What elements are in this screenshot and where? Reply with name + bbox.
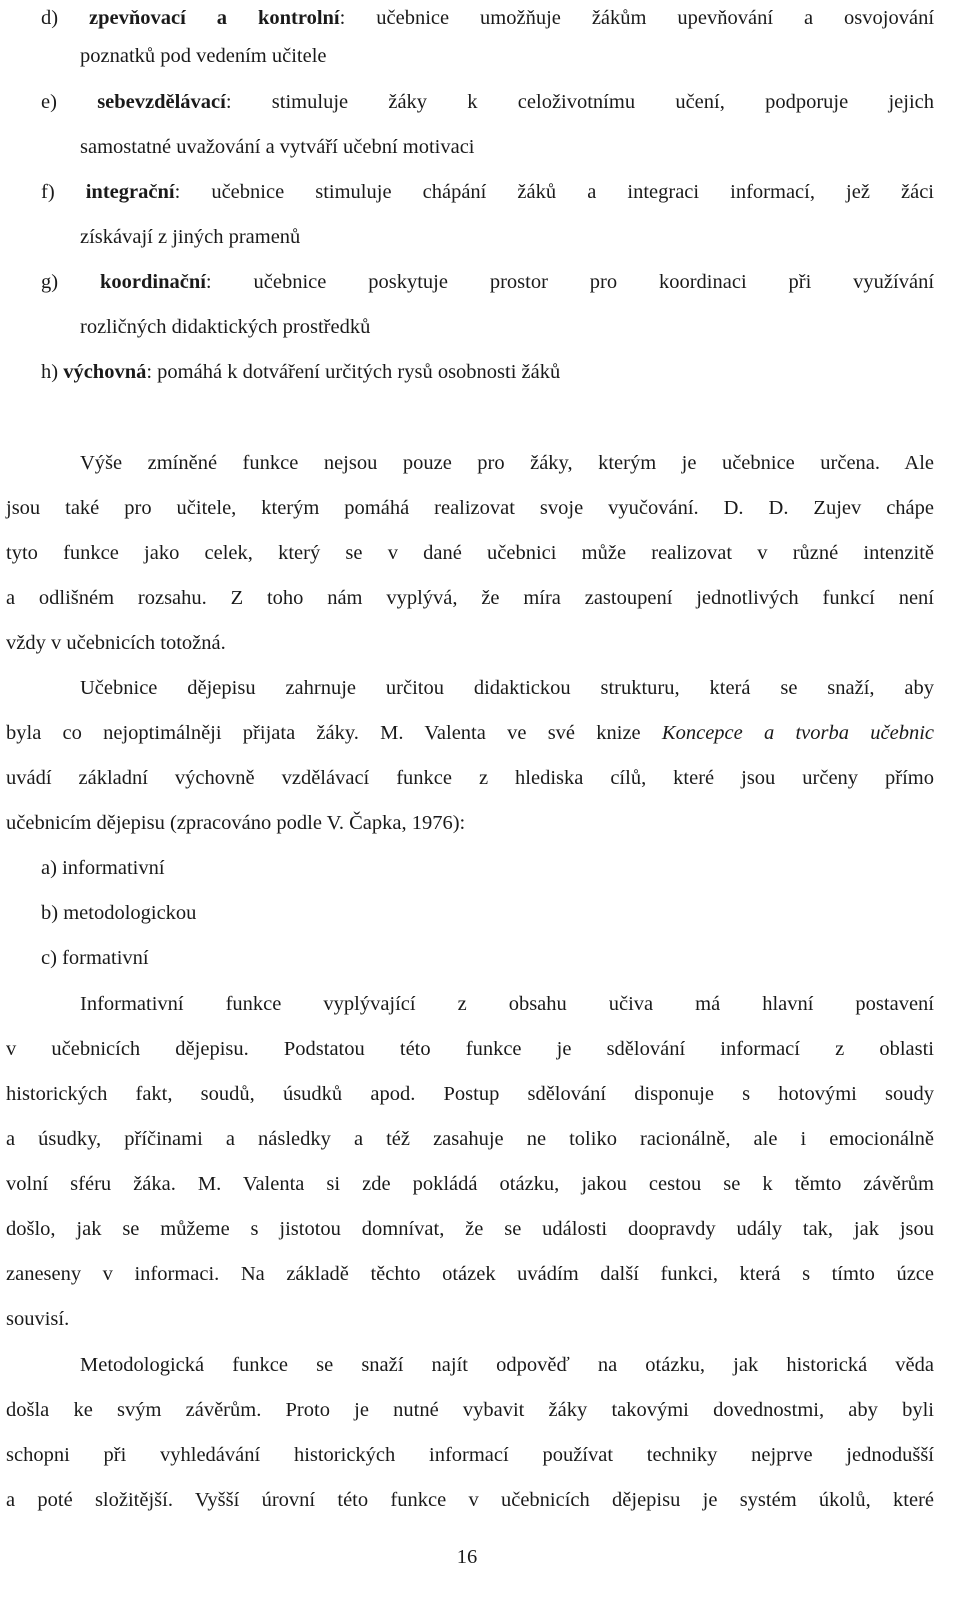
list-item-d-continuation: poznatků pod vedením učitele xyxy=(80,45,327,67)
list-item-d: d) zpevňovací a kontrolní: učebnice umožňuje žákům upevňování a osvojování xyxy=(41,7,935,29)
list-item-e: e) sebevzdělávací: stimuluje žáky k celoživotnímu učení, podporuje jejich xyxy=(41,91,934,113)
list-item-b: b) metodologickou xyxy=(41,902,197,924)
list-item-f-continuation: získávají z jiných pramenů xyxy=(80,226,301,248)
paragraph-line: Metodologická funkce se snaží najít odpověď na otázku, jak historická věda xyxy=(80,1354,934,1376)
term: výchovná xyxy=(63,361,147,383)
paragraph-line: v učebnicích dějepisu. Podstatou této funkce je sdělování informací z oblasti xyxy=(6,1038,934,1060)
paragraph-line: volní sféru žáka. M. Valenta si zde pokládá otázku, jakou cestou se k těmto závěrům xyxy=(6,1173,934,1195)
paragraph-line: došlo, jak se můžeme s jistotou domnívat, že se události doopravdy udály tak, jak jsou xyxy=(6,1218,934,1240)
paragraph-line: uvádí základní výchovně vzdělávací funkce z hlediska cílů, které jsou určeny přímo xyxy=(6,767,934,789)
list-item-h: h) výchovná: pomáhá k dotváření určitých rysů osobnosti žáků xyxy=(41,361,561,383)
term: sebevzdělávací xyxy=(97,91,226,113)
paragraph-line: schopni při vyhledávání historických informací používat techniky nejprve jednodušší xyxy=(6,1444,934,1466)
list-item-f: f) integrační: učebnice stimuluje chápání žáků a integraci informací, jež žáci xyxy=(41,181,934,203)
paragraph-line: a poté složitější. Vyšší úrovní této funkce v učebnicích dějepisu je systém úkolů, které xyxy=(6,1489,934,1511)
paragraph-line: Výše zmíněné funkce nejsou pouze pro žáky, kterým je učebnice určena. Ale xyxy=(80,452,934,474)
paragraph-line: souvisí. xyxy=(6,1308,70,1330)
paragraph-line: Učebnice dějepisu zahrnuje určitou didaktickou strukturu, která se snaží, aby xyxy=(80,677,934,699)
paragraph-line: byla co nejoptimálněji přijata žáky. M. Valenta ve své knize Koncepce a tvorba učebnic xyxy=(6,722,934,744)
book-title: Koncepce a tvorba učebnic xyxy=(661,722,934,744)
paragraph-line: učebnicím dějepisu (zpracováno podle V. Čapka, 1976): xyxy=(6,812,466,834)
paragraph-line: došla ke svým závěrům. Proto je nutné vybavit žáky takovými dovednostmi, aby byli xyxy=(6,1399,934,1421)
paragraph-line: a odlišném rozsahu. Z toho nám vyplývá, že míra zastoupení jednotlivých funkcí není xyxy=(6,587,934,609)
paragraph-line: Informativní funkce vyplývající z obsahu učiva má hlavní postavení xyxy=(80,993,934,1015)
list-item-e-continuation: samostatné uvažování a vytváří učební motivaci xyxy=(80,136,475,158)
page-number: 16 xyxy=(456,1546,478,1568)
paragraph-line: zaneseny v informaci. Na základě těchto otázek uvádím další funkci, která s tímto úzce xyxy=(6,1263,934,1285)
paragraph-line: vždy v učebnicích totožná. xyxy=(6,632,226,654)
paragraph-line: jsou také pro učitele, kterým pomáhá realizovat svoje vyučování. D. D. Zujev chápe xyxy=(6,497,934,519)
paragraph-line: tyto funkce jako celek, který se v dané učebnici může realizovat v různé intenzitě xyxy=(6,542,934,564)
list-item-g-continuation: rozličných didaktických prostředků xyxy=(80,316,371,338)
paragraph-line: a úsudky, příčinami a následky a též zasahuje ne toliko racionálně, ale i emocionálně xyxy=(6,1128,934,1150)
list-item-a: a) informativní xyxy=(41,857,165,879)
list-item-c: c) formativní xyxy=(41,947,149,969)
paragraph-line: historických fakt, soudů, úsudků apod. Postup sdělování disponuje s hotovými soudy xyxy=(6,1083,934,1105)
term: koordinační xyxy=(99,271,206,293)
term: integrační xyxy=(85,181,175,203)
list-item-g: g) koordinační: učebnice poskytuje prostor pro koordinaci při využívání xyxy=(41,271,935,293)
term: zpevňovací a kontrolní xyxy=(89,7,340,29)
